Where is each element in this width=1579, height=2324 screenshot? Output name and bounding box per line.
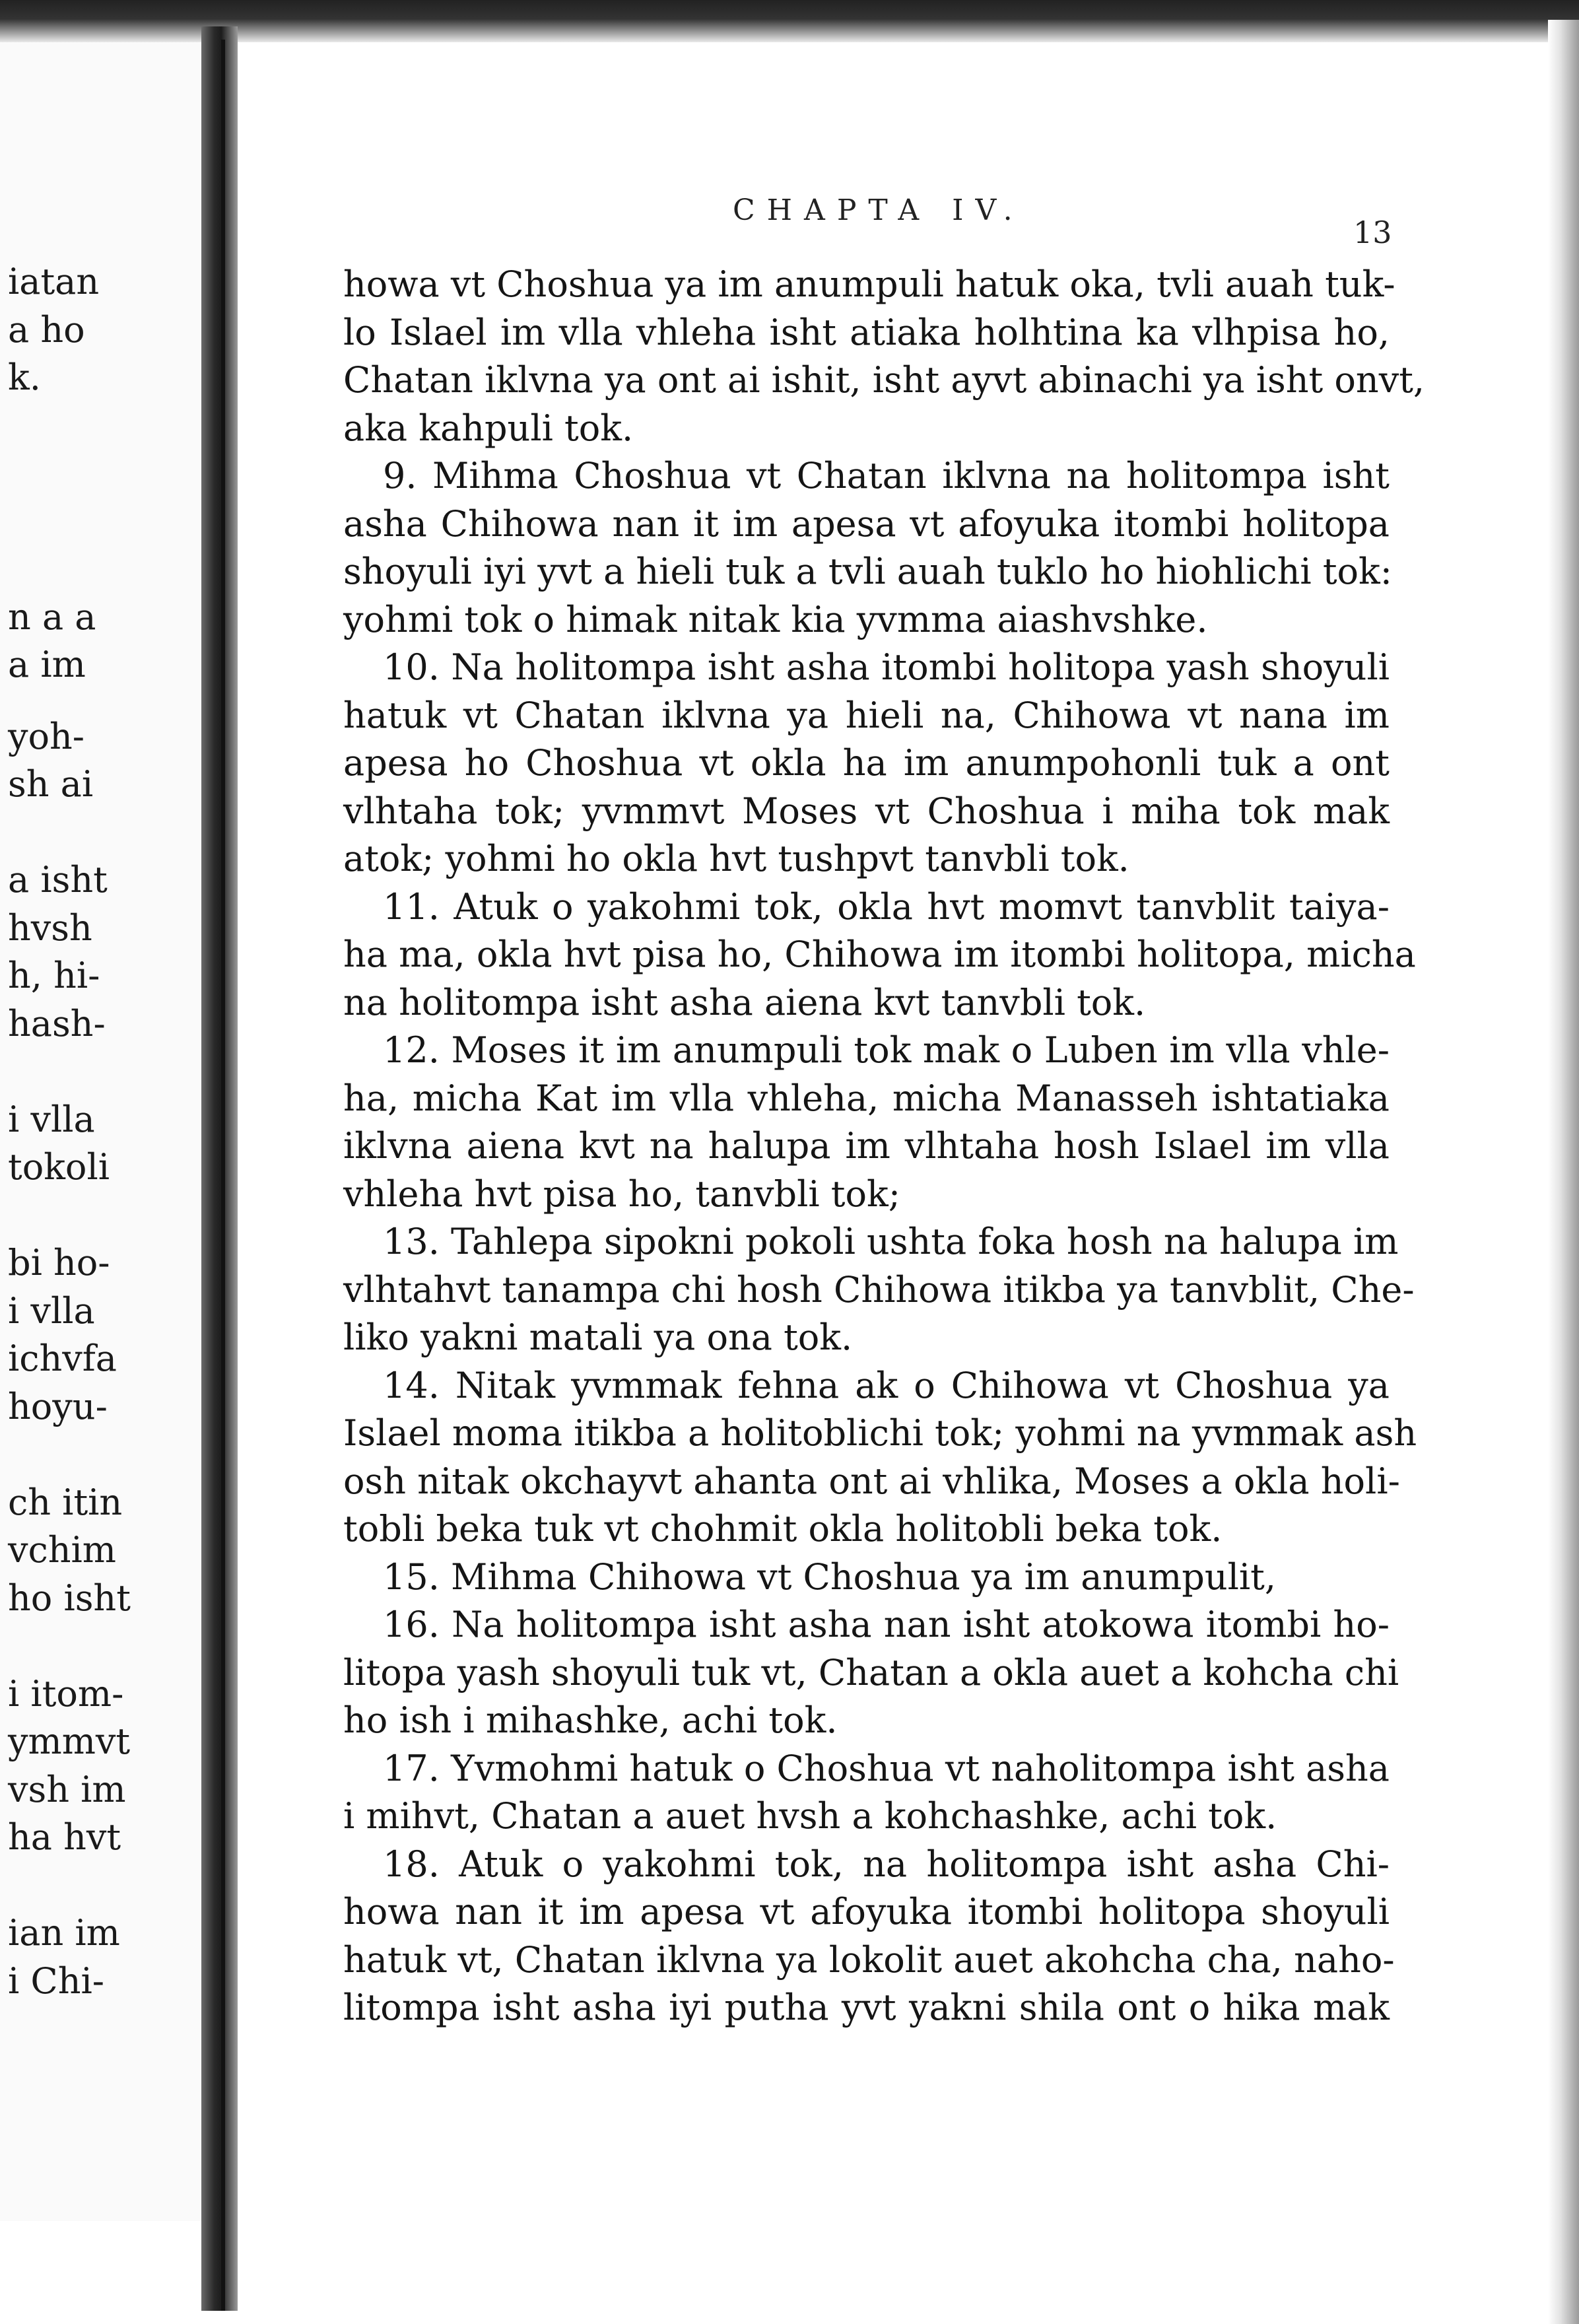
text-line: 10. Na holitompa isht asha itombi holitopa yash shoyuli: [383, 646, 1390, 688]
left-page-fragment: a im: [8, 644, 86, 685]
text-line: ha ma, okla hvt pisa ho, Chihowa im itombi holitopa, micha: [343, 934, 1416, 975]
left-page-fragment: a isht: [8, 859, 108, 901]
left-page-fragment: ian im: [8, 1912, 120, 1954]
left-page-fragment: hvsh: [8, 906, 92, 949]
text-line: 15. Mihma Chihowa vt Choshua ya im anumpulit,: [383, 1555, 1277, 1598]
text-line: howa vt Choshua ya im anumpuli hatuk oka, tvli auah tuk-: [343, 263, 1395, 305]
text-line: litopa yash shoyuli tuk vt, Chatan a okla auet a kohcha chi: [343, 1651, 1399, 1693]
left-page-fragment: i Chi-: [8, 1960, 105, 2002]
text-line: 11. Atuk o yakohmi tok, okla hvt momvt tanvblit taiya-: [383, 885, 1390, 928]
text-line: howa nan it im apesa vt afoyuka itombi holitopa shoyuli: [343, 1891, 1390, 1932]
left-page-fragment: ichvfa: [8, 1338, 117, 1380]
text-line: atok; yohmi ho okla hvt tushpvt tanvbli tok.: [343, 838, 1129, 879]
text-line: aka kahpuli tok.: [343, 407, 634, 449]
left-page-fragment: n a a: [8, 596, 96, 638]
text-line: ha, micha Kat im vlla vhleha, micha Manasseh ishtatiaka: [343, 1077, 1390, 1119]
left-page-fragment: bi ho-: [8, 1242, 110, 1284]
left-page-fragment: a ho: [8, 308, 85, 351]
text-line: na holitompa isht asha aiena kvt tanvbli tok.: [343, 981, 1146, 1023]
text-line: yohmi tok o himak nitak kia yvmma aiashvshke.: [343, 598, 1208, 640]
text-line: shoyuli iyi yvt a hieli tuk a tvli auah tuklo ho hiohlichi tok:: [343, 551, 1392, 592]
text-line: iklvna aiena kvt na halupa im vlhtaha hosh Islael im vlla: [343, 1125, 1390, 1167]
left-page-fragment: hash-: [8, 1002, 106, 1044]
left-page-fragment: vchim: [8, 1529, 117, 1571]
left-page-fragment: ymmvt: [8, 1721, 131, 1763]
gutter-line: [221, 40, 225, 2311]
text-line: asha Chihowa nan it im apesa vt afoyuka itombi holitopa: [343, 502, 1390, 545]
text-line: 12. Moses it im anumpuli tok mak o Luben im vlla vhle-: [383, 1029, 1390, 1071]
left-page-fragment: i itom-: [8, 1672, 124, 1715]
text-line: litompa isht asha iyi putha yvt yakni shila ont o hika mak: [343, 1987, 1390, 2028]
text-line: liko yakni matali ya ona tok.: [343, 1316, 853, 1358]
left-page-fragment: ch itin: [8, 1481, 123, 1523]
left-page-fragment: h, hi-: [8, 955, 100, 997]
text-line: tobli beka tuk vt chohmit okla holitobli beka tok.: [343, 1508, 1223, 1550]
left-page-fragment: k.: [8, 357, 41, 398]
left-page-fragment: tokoli: [8, 1146, 110, 1188]
text-line: 14. Nitak yvmmak fehna ak o Chihowa vt Choshua ya: [383, 1364, 1390, 1406]
left-page-fragment: sh ai: [8, 763, 94, 805]
left-page-fragment: hoyu-: [8, 1385, 108, 1427]
book-gutter: [201, 26, 238, 2311]
running-head: CHAPTA IV.: [733, 193, 1025, 227]
left-page-fragment: i vlla: [8, 1098, 95, 1140]
text-line: hatuk vt Chatan iklvna ya hieli na, Chihowa vt nana im: [343, 694, 1390, 736]
left-page-fragment: ha hvt: [8, 1816, 121, 1859]
page-number: 13: [1353, 215, 1392, 250]
left-page-fragment: ho isht: [8, 1577, 131, 1619]
right-page-edge: [1548, 20, 1579, 2324]
left-page-fragment: yoh-: [8, 715, 85, 757]
text-line: vlhtaha tok; yvmmvt Moses vt Choshua i miha tok mak: [343, 790, 1390, 832]
body-text: [343, 261, 1425, 2032]
text-line: vlhtahvt tanampa chi hosh Chihowa itikba ya tanvblit, Che-: [343, 1268, 1415, 1311]
text-line: ho ish i mihashke, achi tok.: [343, 1699, 838, 1741]
left-page-fragment: vsh im: [8, 1768, 126, 1810]
text-line: 13. Tahlepa sipokni pokoli ushta foka hosh na halupa im: [383, 1221, 1399, 1262]
text-line: Chatan iklvna ya ont ai ishit, isht ayvt abinachi ya isht onvt,: [343, 359, 1425, 401]
text-line: 17. Yvmohmi hatuk o Choshua vt naholitompa isht asha: [383, 1747, 1390, 1789]
text-line: lo Islael im vlla vhleha isht atiaka holhtina ka vlhpisa ho,: [343, 311, 1390, 353]
text-line: 16. Na holitompa isht asha nan isht atokowa itombi ho-: [383, 1604, 1390, 1645]
text-line: Islael moma itikba a holitoblichi tok; yohmi na yvmmak ash: [343, 1412, 1417, 1454]
left-page-fragment: iatan: [8, 261, 100, 302]
text-line: 9. Mihma Choshua vt Chatan iklvna na holitompa isht: [383, 455, 1390, 496]
text-line: 18. Atuk o yakohmi tok, na holitompa isht asha Chi-: [383, 1843, 1390, 1885]
text-line: hatuk vt, Chatan iklvna ya lokolit auet akohcha cha, naho-: [343, 1938, 1395, 1981]
text-line: osh nitak okchayvt ahanta ont ai vhlika, Moses a okla holi-: [343, 1460, 1400, 1502]
text-line: vhleha hvt pisa ho, tanvbli tok;: [343, 1173, 900, 1215]
text-line: apesa ho Choshua vt okla ha im anumpohonli tuk a ont: [343, 742, 1390, 784]
left-page-fragment: i vlla: [8, 1289, 95, 1332]
text-line: i mihvt, Chatan a auet hvsh a kohchashke, achi tok.: [343, 1795, 1277, 1837]
